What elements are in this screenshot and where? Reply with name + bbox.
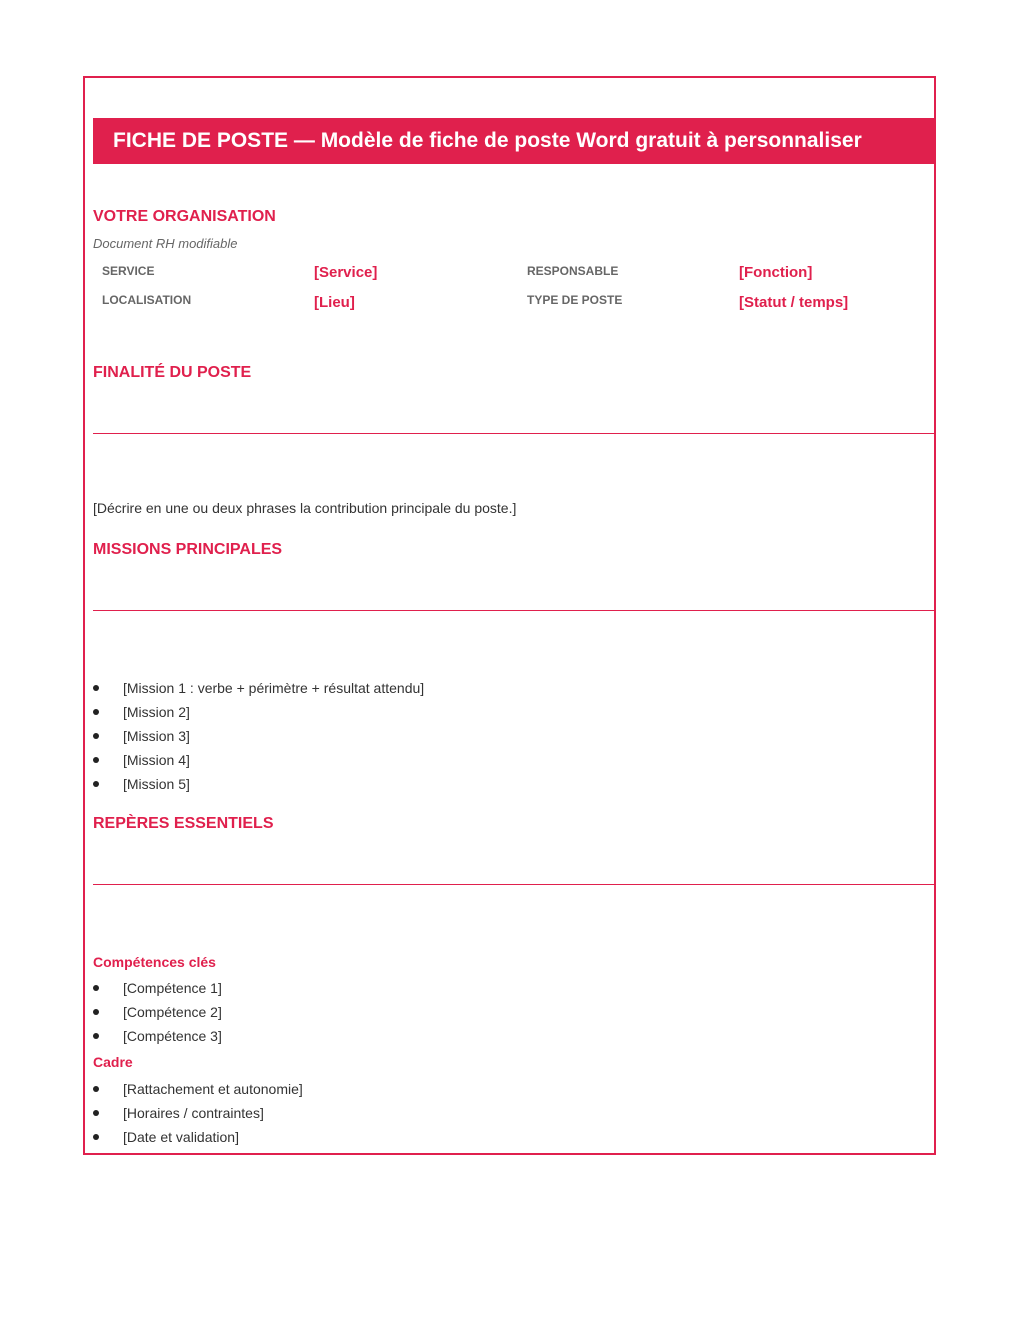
- section-divider: [93, 433, 934, 434]
- cadre-text: [Horaires / contraintes]: [123, 1105, 264, 1121]
- document-subtitle: Document RH modifiable: [93, 236, 238, 251]
- section-heading-reperes: REPÈRES ESSENTIELS: [93, 815, 274, 832]
- competence-text: [Compétence 3]: [123, 1028, 222, 1044]
- cadre-text: [Date et validation]: [123, 1129, 239, 1145]
- field-value-localisation[interactable]: [Lieu]: [314, 294, 355, 311]
- bullet-icon: [93, 781, 99, 787]
- finalite-description[interactable]: [Décrire en une ou deux phrases la contribution principale du poste.]: [93, 500, 517, 516]
- bullet-icon: [93, 985, 99, 991]
- field-label-type-de-poste: TYPE DE POSTE: [527, 293, 623, 307]
- field-label-service: SERVICE: [102, 264, 155, 278]
- section-divider: [93, 884, 934, 885]
- section-divider: [93, 610, 934, 611]
- section-heading-finalite: FINALITÉ DU POSTE: [93, 364, 252, 381]
- bullet-icon: [93, 685, 99, 691]
- bullet-icon: [93, 1134, 99, 1140]
- section-heading-organisation: VOTRE ORGANISATION: [93, 208, 276, 225]
- mission-text: [Mission 3]: [123, 728, 190, 744]
- competence-text: [Compétence 2]: [123, 1004, 222, 1020]
- bullet-icon: [93, 1009, 99, 1015]
- field-label-responsable: RESPONSABLE: [527, 264, 619, 278]
- bullet-icon: [93, 1110, 99, 1116]
- field-value-responsable[interactable]: [Fonction]: [739, 264, 813, 281]
- bullet-icon: [93, 733, 99, 739]
- field-value-service[interactable]: [Service]: [314, 264, 378, 281]
- bullet-icon: [93, 1033, 99, 1039]
- cadre-text: [Rattachement et autonomie]: [123, 1081, 303, 1097]
- mission-text: [Mission 2]: [123, 704, 190, 720]
- bullet-icon: [93, 757, 99, 763]
- field-value-type-de-poste[interactable]: [Statut / temps]: [739, 294, 849, 311]
- section-heading-missions: MISSIONS PRINCIPALES: [93, 541, 283, 558]
- mission-text: [Mission 5]: [123, 776, 190, 792]
- mission-text: [Mission 1 : verbe + périmètre + résultat attendu]: [123, 680, 425, 696]
- field-label-localisation: LOCALISATION: [102, 293, 192, 307]
- document-title-bar: [93, 118, 934, 164]
- competence-text: [Compétence 1]: [123, 980, 222, 996]
- subheading-cadre: Cadre: [93, 1054, 133, 1070]
- bullet-icon: [93, 1086, 99, 1092]
- bullet-icon: [93, 709, 99, 715]
- mission-text: [Mission 4]: [123, 752, 190, 768]
- document-title: FICHE DE POSTE — Modèle de fiche de poste Word gratuit à personnaliser: [113, 129, 862, 152]
- subheading-competences: Compétences clés: [93, 954, 216, 970]
